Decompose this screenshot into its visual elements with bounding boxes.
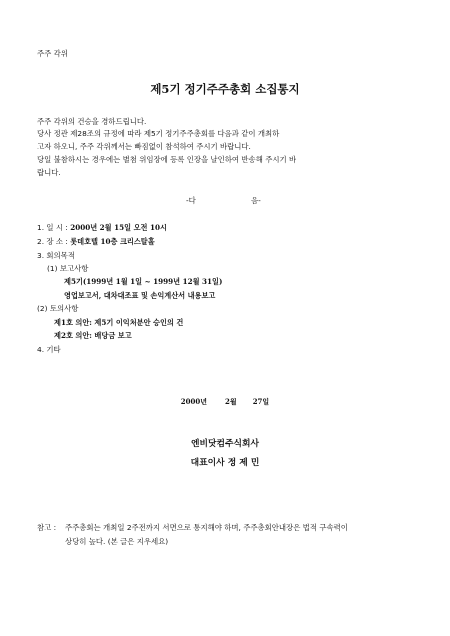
resolution-item-2: 제2호 의안: 배당금 보고 [54, 331, 132, 340]
note-label: 참고 : [37, 523, 57, 532]
note-line: 주주총회는 개최일 2주전까지 서면으로 통지해야 하며, 주주총회안내장은 법적 구속력이 [65, 523, 348, 532]
datetime-value: 2000년 2월 15일 오전 10시 [70, 223, 167, 232]
ceo-name: 대표이사 정 제 민 [190, 458, 260, 468]
purpose-label: 3. 회의목적 [37, 251, 75, 260]
company-name: 엔비닷컴주식회사 [191, 439, 259, 449]
report-period: 제5기(1999년 1월 1일 ~ 1999년 12월 31일) [64, 277, 223, 286]
divider-right: 음- [251, 196, 261, 205]
notice-title: 제5기 정기주주총회 소집통지 [150, 82, 300, 96]
date-year: 2000년 [180, 397, 208, 406]
intro-line: 당일 불참하시는 경우에는 별첨 위임장에 등록 인장을 날인하여 반송해 주시기 바 [37, 155, 297, 164]
date-month: 2월 [225, 397, 237, 406]
report-label: (1) 보고사항 [47, 264, 89, 273]
datetime-row [37, 223, 167, 232]
notice-date [0, 397, 450, 407]
recipient-line: 주주 각위 [37, 49, 68, 58]
intro-line: 랍니다. [37, 168, 61, 177]
other-label: 4. 기타 [37, 345, 61, 354]
place-label: 2. 장 소 : [37, 237, 71, 246]
resolution-label: (2) 토의사항 [37, 304, 79, 313]
place-value: 롯데호텔 10층 크리스탈홀 [70, 237, 155, 246]
date-day: 27일 [252, 397, 270, 406]
intro-line: 주주 각위의 건승을 경하드립니다. [37, 117, 147, 126]
divider-left: -다 [186, 196, 196, 205]
datetime-label: 1. 일 시 : [37, 223, 71, 232]
intro-line: 당사 정관 제28조의 규정에 따라 제5기 정기주주총회를 다음과 같이 개최하 [37, 129, 280, 138]
place-row [37, 237, 155, 246]
note-line: 상당히 높다. (본 글은 지우세요) [65, 537, 169, 546]
resolution-item-1: 제1호 의안: 제5기 이익처분안 승인의 건 [54, 318, 184, 327]
report-content: 영업보고서, 대차대조표 및 손익계산서 내용보고 [64, 291, 216, 300]
intro-line: 고자 하오니, 주주 각위께서는 빠짐없이 참석하여 주시기 바랍니다. [37, 142, 251, 151]
